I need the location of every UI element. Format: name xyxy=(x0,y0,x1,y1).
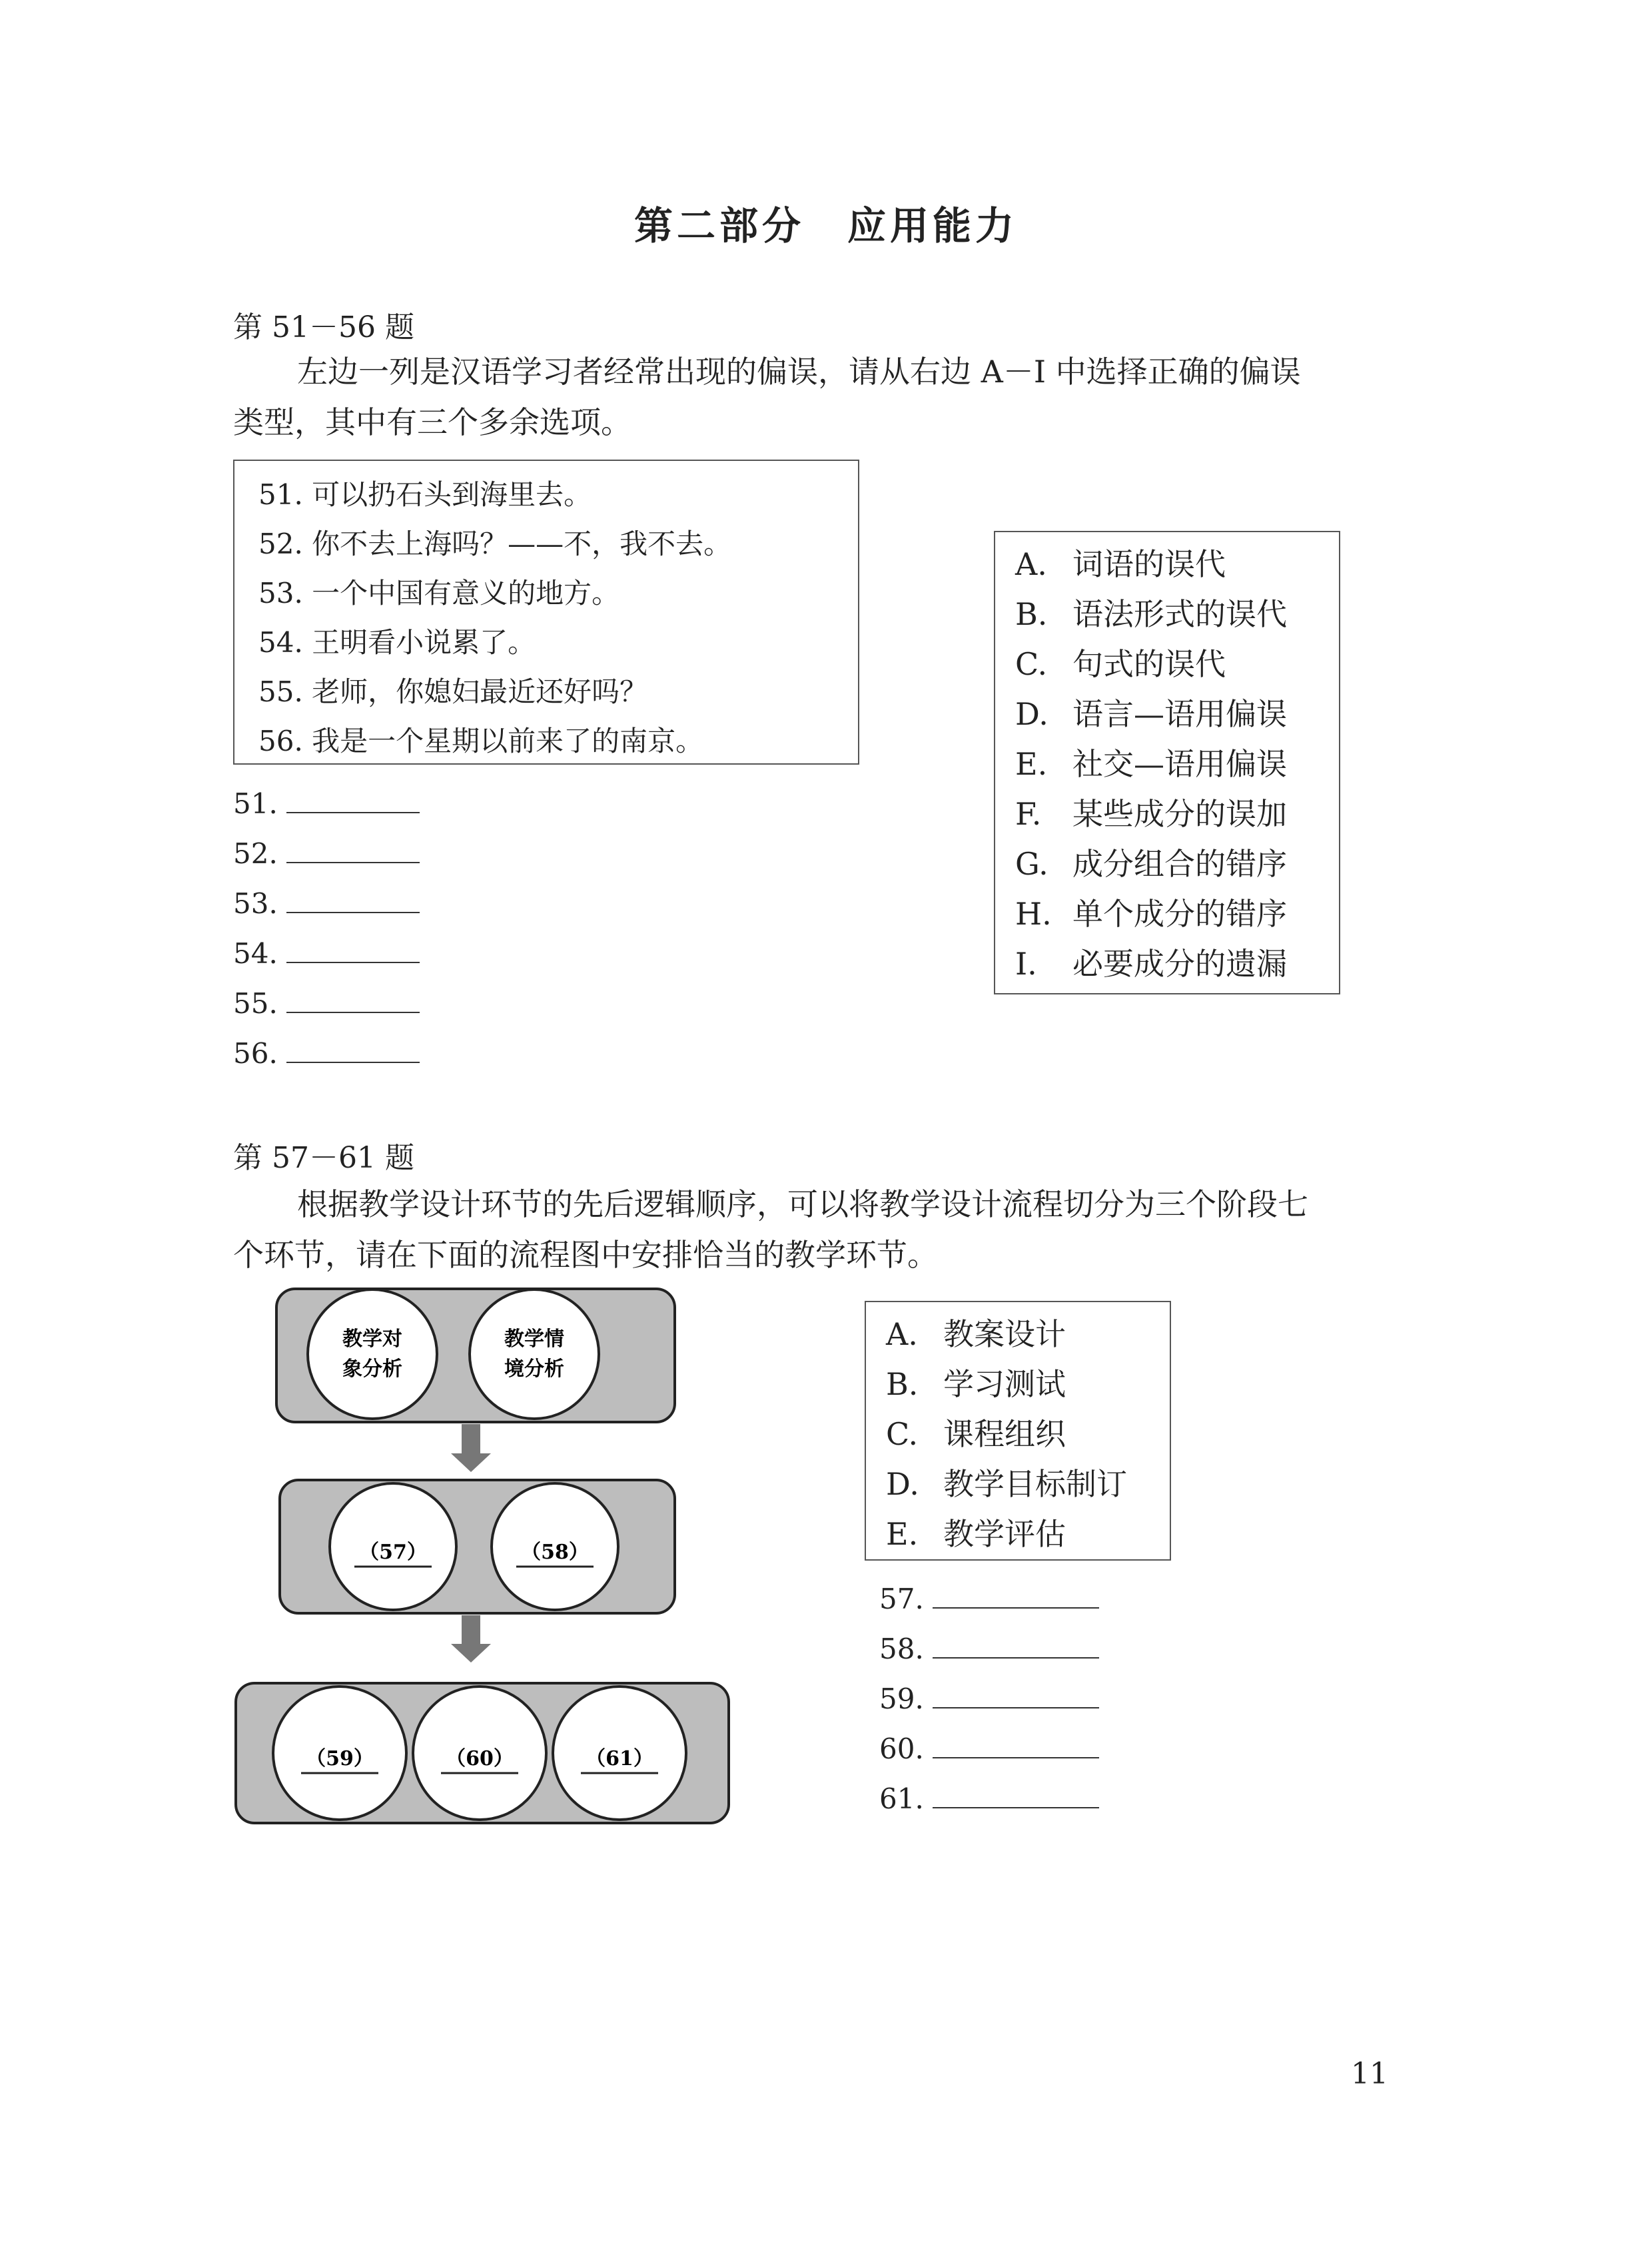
option-text: 必要成分的遗漏 xyxy=(1072,946,1287,982)
option-text: 某些成分的误加 xyxy=(1072,796,1287,832)
stage-1-node-1 xyxy=(308,1290,437,1419)
answer-53[interactable] xyxy=(233,887,420,920)
answer-58[interactable] xyxy=(879,1633,1099,1665)
answer-blank[interactable] xyxy=(933,1657,1099,1659)
answer-blank[interactable] xyxy=(286,912,420,913)
option-e xyxy=(1015,740,1287,784)
answer-label: 51. xyxy=(233,787,278,820)
option-letter: D. xyxy=(1015,696,1048,732)
answer-label: 58. xyxy=(879,1633,924,1665)
answer-52[interactable] xyxy=(233,837,420,870)
option-text: 句式的误代 xyxy=(1072,646,1226,682)
answer-blank[interactable] xyxy=(286,812,420,813)
node-label-60: （60） xyxy=(446,1747,514,1770)
option-text: 教案设计 xyxy=(943,1316,1066,1352)
option-text: 成分组合的错序 xyxy=(1072,846,1287,882)
down-arrow-icon xyxy=(451,1615,491,1663)
option-letter: B. xyxy=(886,1366,919,1402)
node-label-58: （58） xyxy=(521,1541,589,1564)
answer-label: 60. xyxy=(879,1732,924,1765)
option-text: 教学评估 xyxy=(943,1516,1066,1552)
sentence-56: 56. 我是一个星期以前来了的南京。 xyxy=(258,725,704,757)
option-a xyxy=(1015,540,1226,584)
answer-blank[interactable] xyxy=(933,1757,1099,1758)
error-type-options-box xyxy=(994,531,1340,994)
sentence-55: 55. 老师，你媳妇最近还好吗？ xyxy=(258,675,648,708)
option-text: 语言—语用偏误 xyxy=(1072,696,1287,732)
answer-blank[interactable] xyxy=(286,962,420,963)
option-d xyxy=(886,1460,1127,1504)
answer-56[interactable] xyxy=(233,1037,420,1070)
answer-label: 52. xyxy=(233,837,278,870)
answer-61[interactable] xyxy=(879,1782,1099,1815)
answer-54[interactable] xyxy=(233,937,420,970)
node-text: 教学情 xyxy=(504,1327,564,1351)
teaching-step-options-box xyxy=(865,1301,1171,1561)
option-c xyxy=(1015,640,1226,684)
option-letter: F. xyxy=(1015,796,1042,832)
answer-label: 54. xyxy=(233,937,278,970)
node-label-57: （57） xyxy=(359,1541,427,1564)
answer-label: 53. xyxy=(233,887,278,920)
option-b xyxy=(1015,590,1287,634)
option-letter: I. xyxy=(1015,946,1037,982)
option-letter: A. xyxy=(886,1316,918,1352)
option-e xyxy=(886,1510,1066,1554)
page-title: 第二部分 应用能力 xyxy=(633,203,1018,248)
answer-label: 56. xyxy=(233,1037,278,1070)
teaching-design-flowchart xyxy=(226,1279,746,1852)
stage-1-node-2 xyxy=(470,1290,599,1419)
section2-instruction-line1: 根据教学设计环节的先后逻辑顺序，可以将教学设计流程切分为三个阶段七 xyxy=(297,1186,1308,1222)
page-number: 11 xyxy=(1351,2057,1388,2091)
option-text: 社交—语用偏误 xyxy=(1072,746,1287,782)
option-a xyxy=(886,1310,1066,1354)
option-b xyxy=(886,1360,1066,1404)
node-label-61: （61） xyxy=(586,1747,653,1770)
option-text: 词语的误代 xyxy=(1072,546,1226,582)
option-c xyxy=(886,1410,1066,1454)
option-text: 课程组织 xyxy=(943,1416,1066,1452)
option-letter: D. xyxy=(886,1466,919,1502)
option-g xyxy=(1015,840,1287,884)
option-text: 语法形式的误代 xyxy=(1072,596,1287,632)
answer-51[interactable] xyxy=(233,787,420,820)
answer-60[interactable] xyxy=(879,1732,1099,1765)
answer-label: 59. xyxy=(879,1682,924,1715)
option-letter: A. xyxy=(1015,546,1047,582)
answer-label: 61. xyxy=(879,1782,924,1815)
answer-59[interactable] xyxy=(879,1682,1099,1715)
down-arrow-icon xyxy=(451,1424,491,1472)
option-text: 学习测试 xyxy=(943,1366,1066,1402)
answer-55[interactable] xyxy=(233,987,420,1020)
option-h xyxy=(1015,890,1287,934)
section2-heading: 第 57－61 题 xyxy=(233,1141,414,1175)
option-i xyxy=(1015,940,1287,984)
option-letter: E. xyxy=(886,1516,919,1552)
answer-label: 57. xyxy=(879,1583,924,1615)
option-letter: E. xyxy=(1015,746,1048,782)
section1-heading: 第 51－56 题 xyxy=(233,310,414,344)
option-text: 单个成分的错序 xyxy=(1072,896,1287,932)
option-letter: C. xyxy=(886,1416,919,1452)
answer-blank[interactable] xyxy=(933,1707,1099,1708)
answer-blank[interactable] xyxy=(933,1807,1099,1808)
section1-instruction-line2: 类型，其中有三个多余选项。 xyxy=(233,404,631,440)
answer-blank[interactable] xyxy=(286,862,420,863)
node-text: 境分析 xyxy=(504,1357,564,1381)
option-letter: H. xyxy=(1015,896,1052,932)
node-label-59: （59） xyxy=(306,1747,374,1770)
sentence-51: 51. 可以扔石头到海里去。 xyxy=(258,478,592,511)
option-letter: C. xyxy=(1015,646,1048,682)
answer-blank[interactable] xyxy=(286,1062,420,1063)
answer-blank[interactable] xyxy=(286,1012,420,1013)
option-letter: G. xyxy=(1015,846,1048,882)
option-f xyxy=(1015,790,1287,834)
sentence-52: 52. 你不去上海吗？——不，我不去。 xyxy=(258,528,732,560)
sentence-54: 54. 王明看小说累了。 xyxy=(258,626,536,659)
option-text: 教学目标制订 xyxy=(943,1466,1127,1502)
option-d xyxy=(1015,690,1287,734)
sentence-53: 53. 一个中国有意义的地方。 xyxy=(258,577,620,609)
answer-57[interactable] xyxy=(879,1583,1099,1615)
answer-blank[interactable] xyxy=(933,1607,1099,1609)
node-text: 教学对 xyxy=(342,1327,402,1351)
error-sentences-box xyxy=(233,460,859,765)
option-letter: B. xyxy=(1015,596,1048,632)
node-text: 象分析 xyxy=(342,1357,402,1381)
answer-label: 55. xyxy=(233,987,278,1020)
section2-instruction-line2: 个环节，请在下面的流程图中安排恰当的教学环节。 xyxy=(233,1237,938,1273)
section1-instruction-line1: 左边一列是汉语学习者经常出现的偏误，请从右边 A－I 中选择正确的偏误 xyxy=(297,354,1301,390)
